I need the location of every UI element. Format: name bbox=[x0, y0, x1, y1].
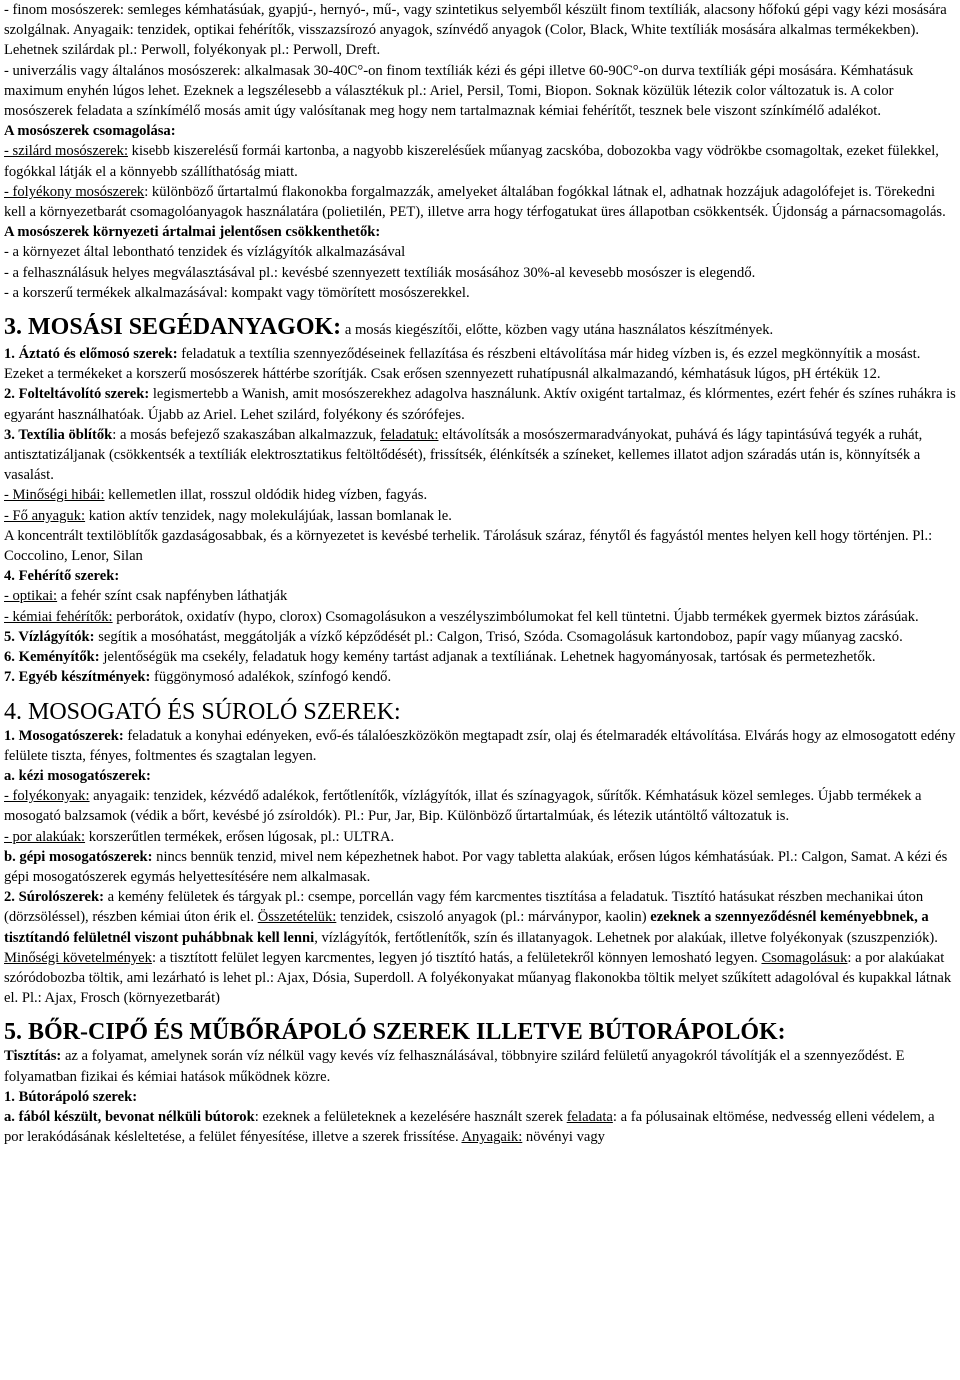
item-label: 1. Áztató és előmosó szerek: bbox=[4, 346, 178, 363]
anyagaik-label: Anyagaik: bbox=[461, 1129, 523, 1146]
hardness-note: ezeknek a szennyeződésnél keményebbnek, a tisztítandó felületnél viszont puhábbnak kell lenni bbox=[4, 909, 929, 946]
section-3-item-1 bbox=[4, 344, 956, 384]
section-3-heading bbox=[4, 313, 956, 344]
item-label: 2. Súrolószerek: bbox=[4, 889, 104, 906]
section-5-heading bbox=[4, 1018, 956, 1046]
item-text: függönymosó adalékok, színfogó kendő. bbox=[150, 669, 392, 686]
liquid-text: : különböző űrtartalmú flakonokba forgalmazzák, amelyeket általában fogókkal látnak el, adhatnak hozzájuk adagolófejet is. Törekedni kell a környezetbarát csomagolóanyagok használatára (polietilén, PET), illetve arra hogy térfogatukat üres állapotban csökkentsék. Újdonság a párnacsomagolás. bbox=[4, 183, 946, 221]
quality-label: - Minőségi hibái: bbox=[4, 487, 105, 504]
section-4-item-2 bbox=[4, 887, 956, 1008]
packaging-title: A mosószerek csomagolása: bbox=[4, 123, 176, 140]
b-label: b. gépi mosogatószerek: bbox=[4, 848, 153, 865]
item-text: feladatuk a textília szennyeződéseinek fellazítása és részbeni eltávolítása már hideg vízben is, és ezzel megkönnyítik a mosást. Ezeket a termékeket a korszerű mosószerek háttérbe szorítják. Csak erősen szennyezett ruhatípusnál alkalmazandó, kémhatásuk lúgos, pH értékük 12. bbox=[4, 346, 921, 383]
section-5-item-1-label: 1. Bútorápoló szerek: bbox=[4, 1088, 138, 1105]
section-3-item-4-label: 4. Fehérítő szerek: bbox=[4, 568, 120, 585]
feladata-label: feladata bbox=[566, 1108, 613, 1125]
chemical-label: - kémiai fehérítők: bbox=[4, 608, 113, 625]
section-3-main-materials bbox=[4, 506, 956, 526]
item-text: tenzidek, csiszoló anyagok (pl.: márványpor, kaolin) bbox=[336, 909, 651, 926]
section-3-concentrate: A koncentrált textilöblítők gazdaságosabbak, és a környezetet is kevésbé terhelik. Tárolásuk száraz, fénytől és fagyástól mentes helyen kell hogy történjen. Pl.: Coccolino, Lenor, Silan bbox=[4, 527, 933, 565]
item-label: 2. Folteltávolító szerek: bbox=[4, 386, 150, 403]
section-3-item-6 bbox=[4, 647, 956, 667]
section-4-powder bbox=[4, 827, 956, 847]
item-label: 3. Textília öblítők bbox=[4, 426, 113, 443]
section-4-item-1 bbox=[4, 726, 956, 766]
optical-label: - optikai: bbox=[4, 588, 58, 605]
packaging-label: Csomagolásuk bbox=[761, 949, 848, 966]
section-3-optical bbox=[4, 586, 956, 606]
requirements-label: Minőségi követelmények bbox=[4, 949, 152, 966]
environment-item-1: - a környezet által lebontható tenzidek és vízlágyítók alkalmazásával bbox=[4, 244, 406, 261]
powder-label: - por alakúak: bbox=[4, 828, 86, 845]
item-text: : a tisztított felület legyen karcmentes, legyen jó tisztító hatás, a felületekről könnyen lemosható legyen. bbox=[151, 949, 762, 966]
section-4-b bbox=[4, 847, 956, 887]
a-text: : ezeknek a felületeknek a kezelésére használt szerek bbox=[254, 1108, 567, 1125]
optical-text: a fehér színt csak napfényben láthatják bbox=[57, 588, 288, 605]
b-text: nincs bennük tenzid, mivel nem képezhetnek habot. Por vagy tabletta alakúak, erősen lúgos kémhatásúak. Pl.: Calgon, Samat. A kézi és gépi mosogatószerek egymás helyettesítésére nem alkalmasak. bbox=[4, 848, 948, 885]
univerzalis-moszerek-paragraph: - univerzális vagy általános mosószerek: alkalmasak 30-40C°-on finom textíliák kézi és gépi illetve 60-90C°-on durva textíliák gépi mosására. Kémhatásuk maximum enyhén lúgos lehet. Ezeknek a legszélesebb a választékuk pl.: Ariel, Persil, Tomi, Biopon. Soknak közülük létezik color változatuk is. A color mosószerek feladata a színkímélő mosás amit úgy valósítanak meg hogy nem tartalmaznak kémiai fehérítőt, tesznek bele viszont színkímélő adalékot. bbox=[4, 62, 914, 120]
liquid-label: - folyékonyak: bbox=[4, 788, 90, 805]
section-4-a-label: a. kézi mosogatószerek: bbox=[4, 767, 151, 784]
section-5-cleaning bbox=[4, 1046, 956, 1086]
quality-text: kellemetlen illat, rosszul oldódik hideg vízben, fagyás. bbox=[104, 487, 428, 504]
main-label: - Fő anyaguk: bbox=[4, 507, 86, 524]
solid-packaging-paragraph bbox=[4, 141, 956, 181]
item-label: 7. Egyéb készítmények: bbox=[4, 669, 151, 686]
item-text: , vízlágyítók, fertőtlenítők, szín és illatanyagok. Lehetnek por alakúak, illetve folyékonyak (szuszpenziók). bbox=[314, 929, 938, 946]
powder-text: korszerűtlen termékek, erősen lúgosak, pl.: ULTRA. bbox=[85, 828, 395, 845]
item-text: eltávolítsák a mosószermaradványokat, puhává és lágy tapintásúvá tegyék a ruhát, antisztatizáljanak (csökkentsék a textíliák elektrosztatikus feltöltődését), frissítsék, élénkítsék a színeket, kellemes illatot adjon száradás után is, könnyítsék a vasalást. bbox=[4, 426, 923, 484]
a-text: : a fa pólusainak eltömése, nedvesség elleni védelem, a por lerakódásának késleltetése, a felület fényesítése, illetve a szerek frissítése. bbox=[4, 1108, 935, 1146]
environment-item-2: - a felhasználásuk helyes megválasztásával pl.: kevésbé szennyezett textíliák mosásához 30%-al kevesebb mosószer is elegendő. bbox=[4, 264, 756, 281]
section-5-a bbox=[4, 1107, 956, 1147]
section-4-title: 4. MOSOGATÓ ÉS SÚROLÓ SZEREK: bbox=[4, 698, 401, 725]
item-text: : a mosás befejező szakaszában alkalmazzuk, bbox=[112, 426, 381, 443]
a-text: növényi vagy bbox=[522, 1129, 605, 1146]
chemical-text: perborátok, oxidatív (hypo, clorox) Csomagolásukon a veszélyszimbólumokat fel kell tüntetni. Újabb termékek gyermek biztos zárásúak. bbox=[112, 608, 919, 625]
item-label: 1. Mosogatószerek: bbox=[4, 727, 124, 744]
liquid-text: anyagaik: tenzidek, kézvédő adalékok, fertőtlenítők, vízlágyítók, illat és színagyagok, sűrítők. Kémhatásuk közel semleges. Újabb termékek a mosogató balzsamok (védik a bőrt, kevésbé jó zsíroldók). Pl.: Pur, Jar, Bip. Különböző űrtartalmúak, és létezik utántöltő változatuk is. bbox=[4, 788, 922, 825]
item-label: 6. Keményítők: bbox=[4, 649, 100, 666]
item-text: a kemény felületek és tárgyak pl.: csempe, porcellán vagy fém karcmentes tisztítása a feladatuk. Tisztító hatásukat részben mechanikai úton (dörzsöléssel), részben kémiai úton érik el. bbox=[4, 889, 924, 926]
item-text: segítik a mosóhatást, meggátolják a vízkő képződését pl.: Calgon, Trisó, Szóda. Csomagolásuk kartondoboz, papír vagy műanyag zacskó. bbox=[94, 628, 903, 645]
composition-label: Összetételük: bbox=[257, 909, 337, 926]
section-3-item-3 bbox=[4, 425, 956, 486]
section-4-liquid bbox=[4, 786, 956, 826]
environment-item-3: - a korszerű termékek alkalmazásával: kompakt vagy tömörített mosószerekkel. bbox=[4, 284, 470, 301]
liquid-label: - folyékony mosószerek bbox=[4, 183, 145, 200]
section-3-subtitle: a mosás kiegészítői, előtte, közben vagy utána használatos készítmények. bbox=[341, 322, 774, 339]
item-text: : a por alakúakat szóródobozba töltik, ami lezárható is lehet pl.: Ajax, Dósia, Superdoll. A folyékonyakat műanyag flakonokba töltik melyet szűkített adagolóval és kupakkal látnak el. Pl.: Ajax, Frosch (környezetbarát) bbox=[4, 949, 952, 1007]
environment-title: A mosószerek környezeti ártalmai jelentősen csökkenthetők: bbox=[4, 224, 381, 241]
item-label: 5. Vízlágyítók: bbox=[4, 628, 95, 645]
cleaning-text: az a folyamat, amelynek során víz nélkül vagy kevés víz felhasználásával, többnyire szilárd felületű anyagokról távolítják el a szennyeződést. E folyamatban fizikai és kémiai hatások működnek közre. bbox=[4, 1048, 905, 1085]
solid-text: kisebb kiszerelésű formái kartonba, a nagyobb kiszerelésűek műanyag zacskóba, dobozokba vagy vödrökbe csomagoltak, ezeket fülekkel, fogókkal látják el a könnyebb szállíthatóság miatt. bbox=[4, 143, 939, 180]
cleaning-label: Tisztítás: bbox=[4, 1048, 62, 1065]
solid-label: - szilárd mosószerek: bbox=[4, 143, 129, 160]
liquid-packaging-paragraph bbox=[4, 182, 956, 222]
main-text: kation aktív tenzidek, nagy molekulájúak, lassan bomlanak le. bbox=[85, 507, 452, 524]
section-3-quality-faults bbox=[4, 485, 956, 505]
section-3-chemical bbox=[4, 607, 956, 627]
section-5-title: 5. BŐR-CIPŐ ÉS MŰBŐRÁPOLÓ SZEREK ILLETVE BÚTORÁPOLÓK: bbox=[4, 1019, 786, 1046]
feladatuk-label: feladatuk: bbox=[380, 426, 439, 443]
section-3-item-2 bbox=[4, 384, 956, 424]
section-3-item-5 bbox=[4, 627, 956, 647]
section-3-title: 3. MOSÁSI SEGÉDANYAGOK: bbox=[4, 314, 342, 341]
a-label: a. fából készült, bevonat nélküli bútorok bbox=[4, 1108, 255, 1125]
section-4-heading bbox=[4, 698, 956, 726]
item-text: feladatuk a konyhai edényeken, evő-és tálalóeszközökön megtapadt zsír, olaj és ételmaradék eltávolítása. Elvárás hogy az elmosogatott edény felülete tiszta, fényes, foltmentes és szagtalan legyen. bbox=[4, 727, 956, 764]
finom-moszerek-paragraph: - finom mosószerek: semleges kémhatásúak, gyapjú-, hernyó-, mű-, vagy szintetikus selyemből készült finom textíliák, alacsony hőfokú gépi vagy kézi mosására szolgálnak. Anyagaik: tenzidek, optikai fehérítők, visszazsírozó anyagok, színvédő anyagok (Color, Black, White textíliák mosására alkalmas termékekben). Lehetnek szilárdak pl.: Perwoll, folyékonyak pl.: Perwoll, Dreft. bbox=[4, 2, 947, 59]
section-3-item-7 bbox=[4, 667, 956, 687]
item-text: jelentőségük ma csekély, feladatuk hogy kemény tartást adjanak a textíliának. Lehetnek hagyományosak, tartósak és permetezhetők. bbox=[99, 649, 876, 666]
item-text: legismertebb a Wanish, amit mosószerekhez adagolva használunk. Aktív oxigént tartalmaz, és klórmentes, ezért fehér és színes ruhákra is egyaránt használhatóak. Újabb az Ariel. Lehet szilárd, folyékony és szórófejes. bbox=[4, 386, 956, 423]
